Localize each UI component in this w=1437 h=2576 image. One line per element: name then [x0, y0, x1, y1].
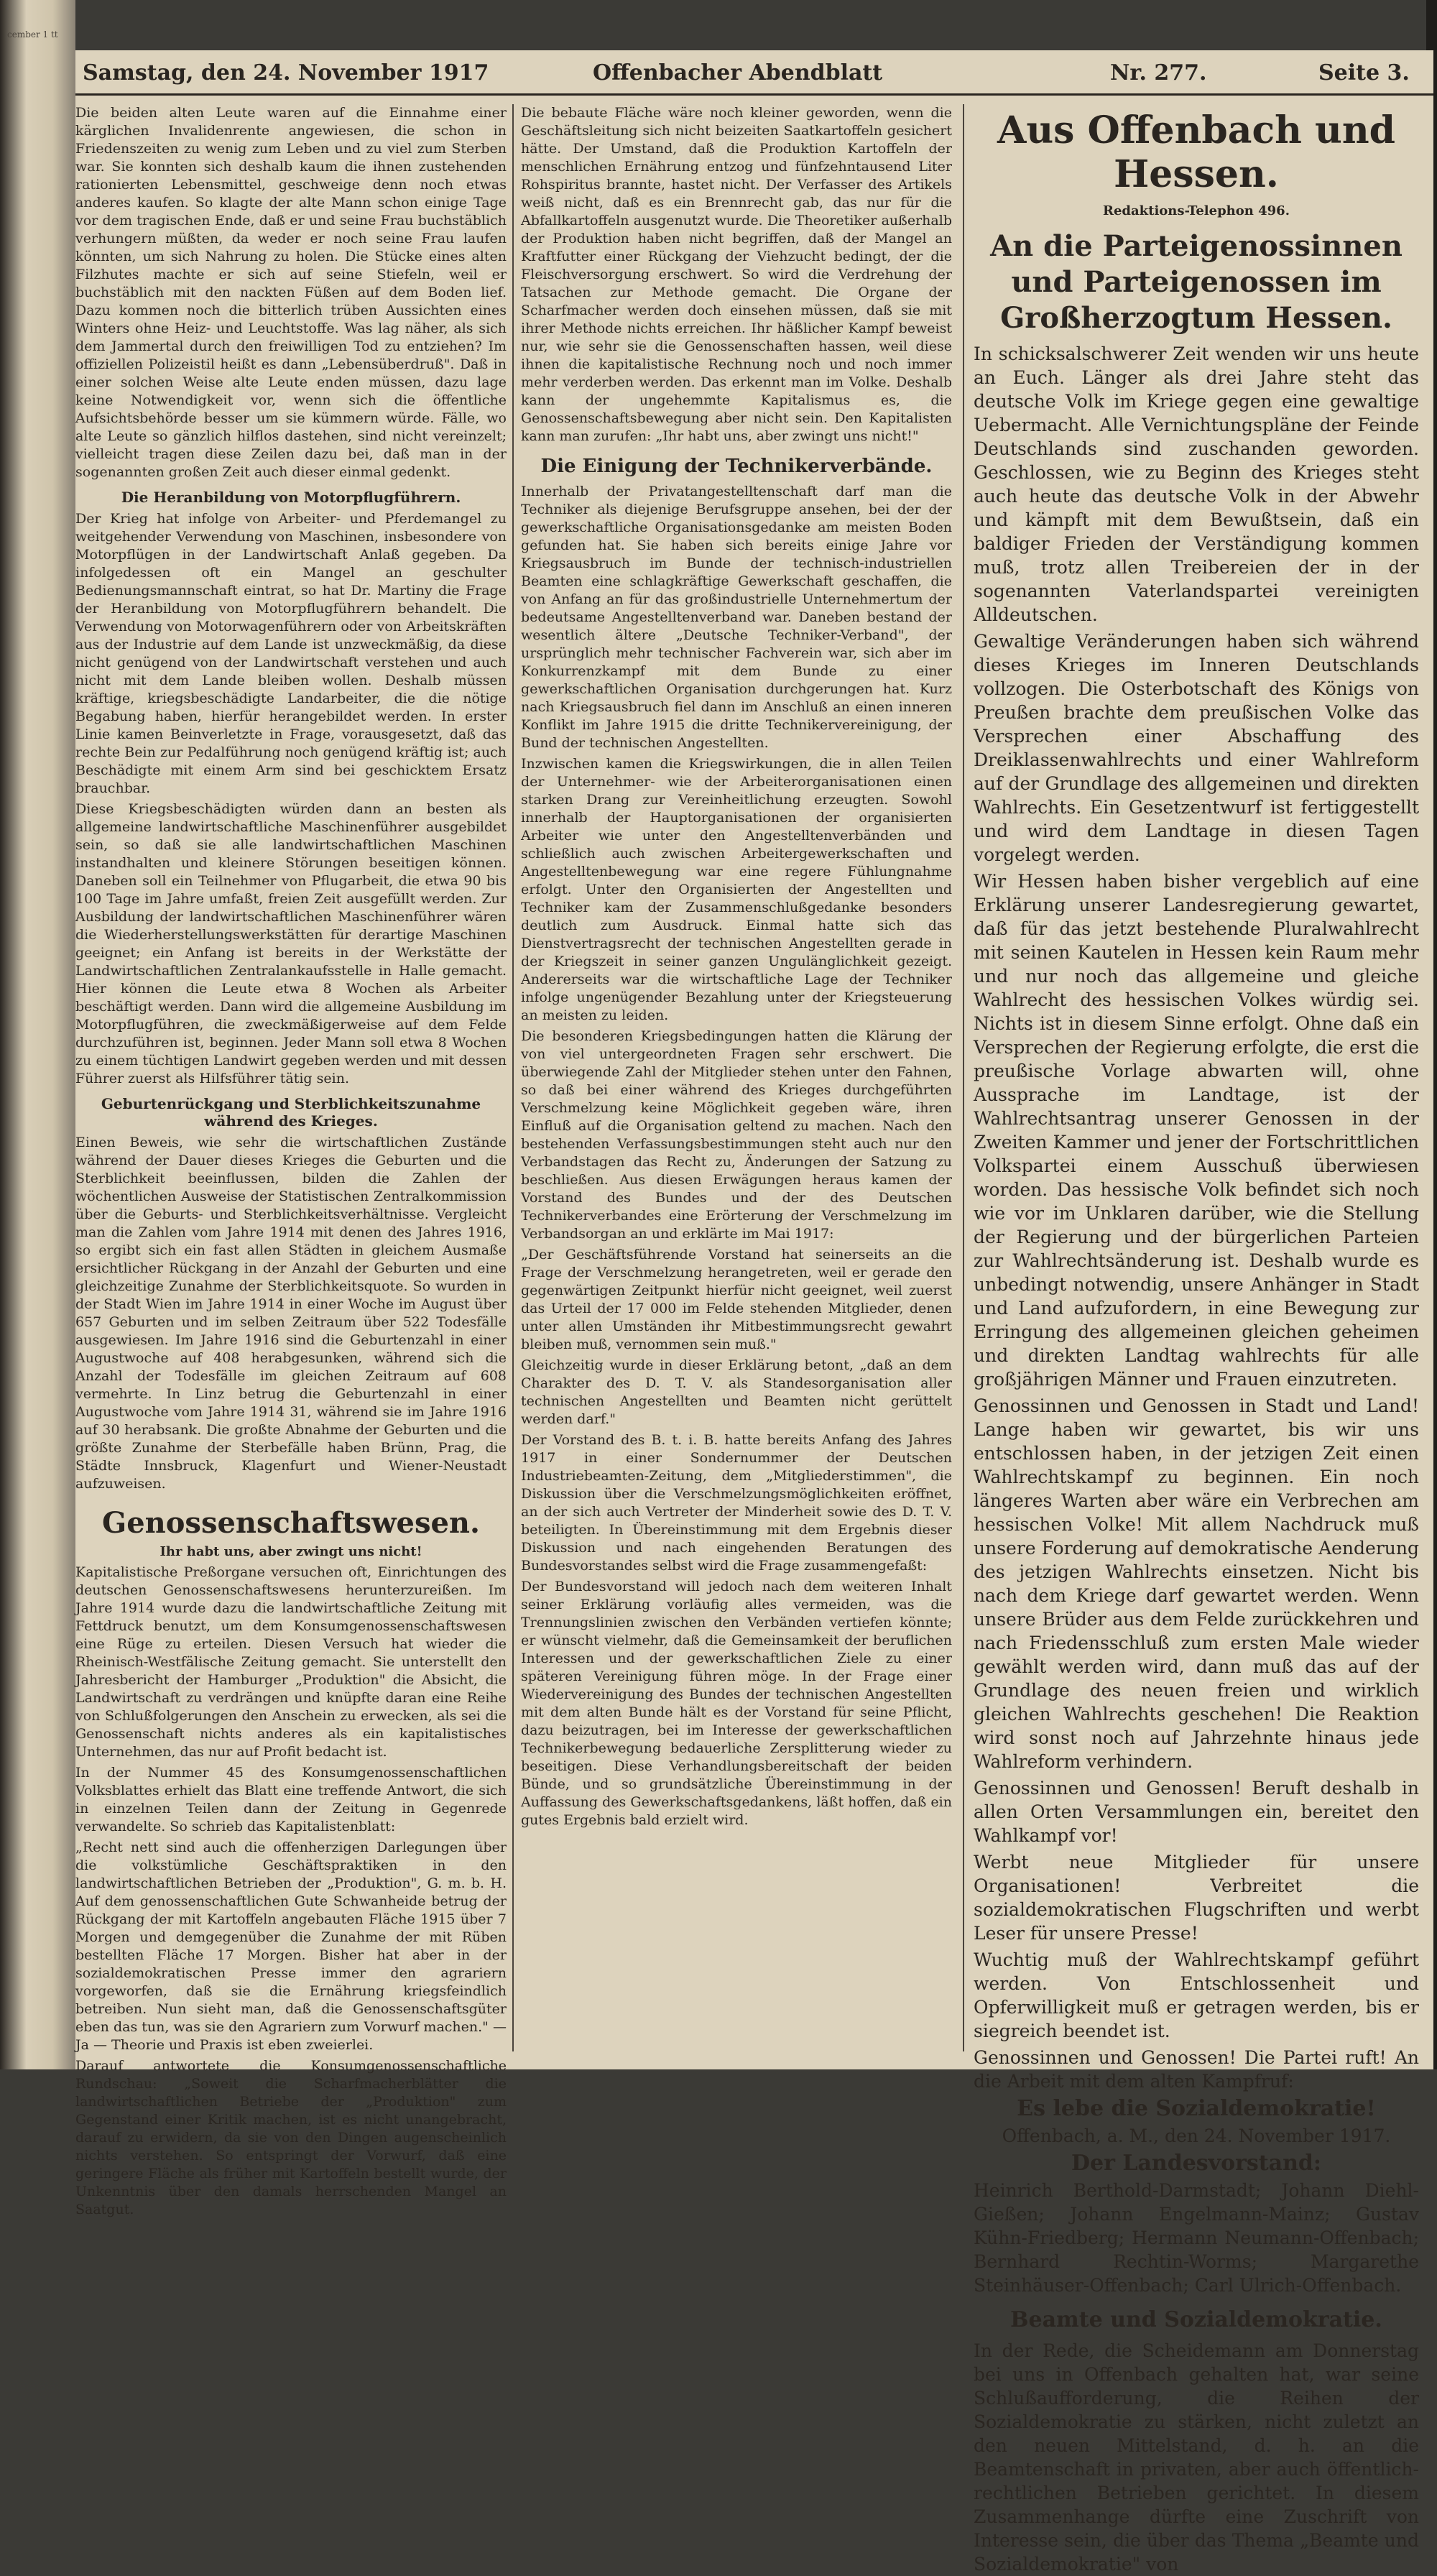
article-text: Genossinnen und Genossen in Stadt und Land! Lange haben wir gewartet, bis wir uns entschlossen haben, in der jetzigen Zeit einen Wahlrechtskampf zu beginnen. Ein noch längeres Warten aber wäre ein Verbrechen am hessischen Volke! Mit allem Nachdruck muß unsere Forderung auf demokratische Aenderung des jetzigen Wahlrechts einsetzen. Nicht bis nach dem Kriege darf gewartet werden. Wenn unsere Brüder aus dem Felde zurückkehren und nach Friedensschluß zum ersten Male wieder gewählt werden wird, dann muß das auf der Grundlage des neuen freien und wirklich gleichen Wahlrechts geschehen! Die Reaktion wird sonst noch auf Jahrzehnte hinaus jede Wahlreform verhindern.	[974, 1395, 1419, 1772]
article-text: „Der Geschäftsführende Vorstand hat seinerseits an die Frage der Verschmelzung herangetreten, weil er gerade den gegenwärtigen Zeitpunkt hierfür nicht geeignet, weil zuerst das Urteil der 17 000 im Felde stehenden Mitglieder, denen unter allen Umständen ihr Mitbestimmungsrecht gewahrt bleiben muß, vernommen sein muß."	[521, 1247, 952, 1352]
article-text: Der Vorstand des B. t. i. B. hatte bereits Anfang des Jahres 1917 in einer Sondernummer der Deutschen Industriebeamten-Zeitung, dem „Mitgliederstimmen", die Diskussion über die Verschmelzungsmöglichkeiten eröffnet, an der sich auch Vertreter der Minderheit sowie des D. T. V. beteiligten. In Übereinstimmung mit dem Ergebnis dieser Diskussion und nach eingehenden Beratungen des Bundesvorstandes selbst wird die Frage zusammengefaßt:	[521, 1432, 952, 1574]
column-rule	[512, 104, 514, 2051]
article-text: Die beiden alten Leute waren auf die Einnahme einer kärglichen Invalidenrente angewiesen, die schon in Friedenszeiten zu wenig zum Leben und zu viel zum Sterben war. Sie konnten sich deshalb kaum die ihnen zustehenden rationierten Lebensmittel, geschweige denn noch etwas anderes kaufen. So klagte der alte Mann schon einige Tage vor dem tragischen Ende, daß er und seine Frau buchstäblich verhungern müßten, da weder er noch seine Frau laufen könnten, um sich Nahrung zu holen. Die Stücke eines alten Filzhutes machte er sich auf seine Stiefeln, weil er buchstäblich mit den nackten Füßen auf dem Boden lief. Dazu kommen noch die bitterlich trüben Aussichten eines Winters ohne Heiz- und Leuchtstoffe. Was lag näher, als sich dem Jammertal durch den freiwilligen Tod zu entziehen? Im offiziellen Polizeistil heißt es dann „Lebensüberdruß". Daß in einer solchen Weise alte Leute enden müssen, dazu lage keine Notwendigkeit vor, wenn sich die öffentliche Aufsichtsbehörde besser um sie kümmern würde. Fälle, wo alte Leute so gänzlich hilflos dastehen, sind nicht vereinzelt; vielleicht tragen diese Zeilen dazu bei, daß man in der sogenannten großen Zeit auch dieser einmal gedenkt.	[75, 105, 507, 480]
article-text: Innerhalb der Privatangestelltenschaft darf man die Techniker als diejenige Berufsgruppe ansehen, bei der der gewerkschaftliche Organisationsgedanke am meisten Boden gefunden hat. Sie haben sich bereits einige Jahre vor Kriegsausbruch im Bunde der technisch-industriellen Beamten eine schlagkräftige Gewerkschaft geschaffen, die von Anfang an für das großindustrielle Unternehmertum der bedeutsame Angestelltenverband war. Daneben bestand der wesentlich ältere „Deutsche Techniker-Verband", der ursprünglich mehr technischer Fachverein war, sich aber im Konkurrenzkampf mit dem Bunde zu einer gewerkschaftlichen Organisation durchgerungen hat. Kurz nach Kriegsausbruch fiel dann im Anschluß an einen inneren Konflikt im Jahre 1915 die dritte Technikervereinigung, der Bund der technischen Angestellten.	[521, 484, 952, 751]
article-text: Diese Kriegsbeschädigten würden dann an besten als allgemeine landwirtschaftliche Maschinenführer ausgebildet sein, so daß sie alle landwirtschaftlichen Maschinen instandhalten und kleinere Störungen beseitigen können. Daneben soll ein Teilnehmer von Pflugarbeit, die etwa 90 bis 100 Tage im Jahre umfaßt, freien Zeit ausgefüllt werden. Zur Ausbildung der landwirtschaftlichen Maschinenführer wären die Wiederherstellungswerkstätten für derartige Maschinen geeignet; ein Anfang ist bereits in der Werkstätte der Landwirtschaftlichen Zentralankaufsstelle in Halle gemacht. Hier können die Leute etwa 8 Wochen als Arbeiter beschäftigt werden. Dann wird die allgemeine Ausbildung im Motorpflugführen, die zweckmäßigerweise auf dem Felde durchzuführen ist, beginnen. Jeder Mann soll etwa 8 Wochen zu einem tüchtigen Landwirt gegeben werden und mit dessen Führer zuerst als Hilfsführer tätig sein.	[75, 801, 507, 1086]
article-text: Kapitalistische Preßorgane versuchen oft, Einrichtungen des deutschen Genossenschaftswesens herunterzureißen. Im Jahre 1914 wurde dazu die landwirtschaftliche Zeitung mit Fettdruck benutzt, um dem Konsumgenossenschaftswesen eine Rüge zu erteilen. Diesen Versuch hat wieder die Rheinisch-Westfälische Zeitung gemacht. Sie unterstellt den Jahresbericht der Hamburger „Produktion" die Absicht, die Landwirtschaft zu verdrängen und knüpfte daran eine Reihe von Schlußfolgerungen den Anschein zu erwecken, als sei die Genossenschaft nichts anderes als ein kapitalistisches Unternehmen, das nur auf Profit bedacht ist.	[75, 1564, 507, 1760]
header-newspaper: Offenbacher Abendblatt	[593, 60, 883, 86]
article-heading: Beamte und Sozialdemokratie.	[1010, 2307, 1382, 2332]
article-heading: Die Einigung der Technikerverbände.	[540, 456, 933, 477]
header-page: Seite 3.	[1318, 60, 1410, 86]
article-text: In der Nummer 45 des Konsumgenossenschaftlichen Volksblattes erhielt das Blatt eine treffende Antwort, die sich in einzelnen Teilen dann der Zeitung in Gegenrede verwandelte. So schrieb das Kapitalistenblatt:	[75, 1765, 507, 1834]
article-text: Wir Hessen haben bisher vergeblich auf eine Erklärung unserer Landesregierung gewartet, daß für das jetzt bestehende Pluralwahlrecht mit seinen Kautelen in Hessen kein Raum mehr und nur noch das allgemeine und gleiche Wahlrecht des hessischen Volkes würdig sei. Nichts ist in diesem Sinne erfolgt. Ohne daß ein Versprechen der Regierung erfolgte, die erst die preußische Vorlage abwarten will, ohne Aussprache im Landtage, ist der Wahlrechtsantrag unserer Genossen in der Zweiten Kammer und jener der Fortschrittlichen Volkspartei einem Ausschuß überwiesen worden. Das hessische Volk befindet sich noch wie vor im Unklaren darüber, wie die Stellung der Regierung und der bürgerlichen Parteien zur Wahlrechtsänderung ist. Deshalb wurde es unbedingt notwendig, unsere Anhänger in Stadt und Land aufzufordern, in eine Bewegung zur Erringung des allgemeinen gleichen geheimen und direkten Landtag wahlrechts für alle großjährigen Männer und Frauen einzutreten.	[974, 871, 1419, 1390]
section-heading: Genossenschaftswesen.	[102, 1506, 480, 1540]
book-binding	[0, 0, 75, 2069]
article-text: Wuchtig muß der Wahlrechtskampf geführt werden. Von Entschlossenheit und Opferwilligkeit muß er getragen werden, bis er siegreich beendet ist.	[974, 1949, 1419, 2041]
adjacent-page-fragment: cember 1 tt	[7, 29, 58, 40]
article-subheading: Ihr habt uns, aber zwingt uns nicht!	[160, 1544, 422, 1559]
article-text: Der Krieg hat infolge von Arbeiter- und Pferdemangel zu weitgehender Verwendung von Maschinen, insbesondere von Motorpflügen in der Landwirtschaft Anlaß gegeben. Da infolgedessen oft ein Mangel an geschulter Bedienungsmannschaft eintrat, so hat Dr. Martiny die Frage der Heranbildung von Motorpflugführern behandelt. Die Verwendung von Motorwagenführern oder von Arbeitskräften aus der Industrie auf dem Lande ist unzweckmäßig, da diese nicht genügend von der Landwirtschaft verstehen und auch nicht mit dem Lande bleiben wollen. Deshalb müssen kräftige, kriegsbeschädigte Landarbeiter, die die nötige Begabung haben, hierfür herangebildet werden. In erster Linie kamen Beinverletzte in Frage, vorausgesetzt, daß das rechte Bein zur Pedalführung noch genügend kräftig ist; auch Beschädigte mit einem Arm sind bei geschicktem Ersatz brauchbar.	[75, 511, 507, 796]
article-text: Genossinnen und Genossen! Die Partei ruft! An die Arbeit mit dem alten Kampfruf:	[974, 2047, 1419, 2092]
article-text: Der Bundesvorstand will jedoch nach dem weiteren Inhalt seiner Erklärung vorläufig alles vermeiden, was die Trennungslinien zwischen den Verbänden vertiefen könnte; er wünscht vielmehr, daß die Gemeinsamkeit der beruflichen Interessen und der gewerkschaftlichen Ziele zu einer späteren Vereinigung führen möge. In der Frage einer Wiedervereinigung des Bundes der technischen Angestellten mit dem alten Bunde hält es der Vorstand für seine Pflicht, dazu beizutragen, bei im Interesse der gewerkschaftlichen Technikerbewegung bedauerliche Zersplitterung wieder zu beseitigen. Diese Verhandlungsbereitschaft der beiden Bünde, und so grundsätzliche Übereinstimmung in der Auffassung des Gewerkschaftsgedankens, läßt hoffen, daß ein gutes Ergebnis bald erzielt wird.	[521, 1579, 952, 1828]
article-heading: Die Heranbildung von Motorpflugführern.	[121, 489, 461, 506]
article-text: In schicksalschwerer Zeit wenden wir uns heute an Euch. Länger als drei Jahre steht das deutsche Volk im Kriege gegen eine gewaltige Uebermacht. Alle Vernichtungspläne der Feinde Deutschlands sind zuschanden geworden. Geschlossen, wie zu Beginn des Krieges steht auch heute das deutsche Volk in der Abwehr und kämpft mit dem Bewußtsein, daß ein baldiger Frieden der Verständigung kommen muß, trotz allen Treibereien der in der sogenannten Vaterlandspartei vereinigten Alldeutschen.	[974, 343, 1419, 625]
article-text: Darauf antwortete die Konsumgenossenschaftliche Rundschau: „Soweit die Scharfmacherblätter die landwirtschaftlichen Betriebe der „Produktion" zum Gegenstand einer Kritik machen, ist es nicht unangebracht, darauf zu erwidern, da sie von den Dingen augenscheinlich nichts verstehen. So entspringt der Vorwurf, daß eine geringere Fläche als früher mit Kartoffeln bestellt wurde, der Unkenntnis über den damals herrschenden Mangel an Saatgut.	[75, 2058, 507, 2217]
appeal-heading: An die Parteigenossinnen und Parteigenossen im Großherzogtum Hessen.	[990, 229, 1403, 335]
article-text: Die besonderen Kriegsbedingungen hatten die Klärung der von viel untergeordneten Fragen sehr erschwert. Die überwiegende Zahl der Mitglieder stehen unter den Fahnen, so daß bei einer während des Krieges durchgeführten Verschmelzung keine Möglichkeit gegeben wäre, ihren Einfluß auf die Organisation geltend zu machen. Nach den bestehenden Verfassungsbestimmungen steht auch nur den Verbandstagen das Recht zu, Änderungen der Satzung zu beschließen. Aus diesen Erwägungen heraus kamen der Vorstand des Bundes und der des Deutschen Technikerverbandes eine Erörterung der Verschmelzung im Verbandsorgan an und erklärte im Mai 1917:	[521, 1028, 952, 1242]
article-text: Genossinnen und Genossen! Beruft deshalb in allen Orten Versammlungen ein, bereitet den Wahlkampf vor!	[974, 1778, 1419, 1846]
column-3	[974, 104, 1419, 2575]
article-heading: Geburtenrückgang und Sterblichkeitszunahme während des Krieges.	[101, 1095, 481, 1130]
slogan: Es lebe die Sozialdemokratie!	[1017, 2096, 1376, 2121]
article-text: Inzwischen kamen die Kriegswirkungen, die in allen Teilen der Unternehmer- wie der Arbeiterorganisationen einen starken Drang zur Vereinheitlichung erzeugten. Sowohl innerhalb der Hauptorganisationen der organisierten Arbeiter wie unter den Angestelltenverbänden und schließlich auch zwischen Arbeitergewerkschaften und Angestelltenbewegung war eine regere Fühlungnahme erfolgt. Unter den Organisierten der Angestellten und Techniker kam der Zusammenschlußgedanke besonders deutlich zum Ausdruck. Einmal hatte sich das Dienstvertragsrecht der technischen Angestellten gerade in der Kriegszeit in seiner ganzen Ungulänglichkeit gezeigt. Andererseits war die wirtschaftliche Lage der Techniker infolge ungenügender Bezahlung unter der Kriegsteuerung an meisten zu leiden.	[521, 756, 952, 1023]
article-text: In der Rede, die Scheidemann am Donnerstag bei uns in Offenbach gehalten hat, war seine Schlußaufforderung, die Reihen der Sozialdemokratie zu stärken, nicht zuletzt an den neuen Mittelstand, d. h. an die Beamtenschaft in privaten, aber auch öffentlich-rechtlichen Betrieben gerichtet. In diesem Zusammenhange dürfte eine Zuschrift von Interesse sein, die über das Thema „Beamte und Sozialdemokratie" von	[974, 2340, 1419, 2575]
board-title: Der Landesvorstand:	[1071, 2151, 1321, 2176]
column-rule	[963, 104, 964, 2051]
place-date: Offenbach, a. M., den 24. November 1917.	[1002, 2125, 1391, 2146]
column-1	[75, 104, 507, 2217]
article-text: Gewaltige Veränderungen haben sich während dieses Krieges im Inneren Deutschlands vollzogen. Die Osterbotschaft des Königs von Preußen brachte dem preußischen Volke das Versprechen einer Abschaffung des Dreiklassenwahlrechts und einer Wahlreform auf der Grundlage des allgemeinen und direkten Wahlrechts. Ein Gesetzentwurf ist fertiggestellt und wird dem Landtage in diesen Tagen vorgelegt werden.	[974, 631, 1419, 865]
header-date: Samstag, den 24. November 1917	[83, 60, 489, 86]
board-names: Heinrich Berthold-Darmstadt; Johann Diehl-Gießen; Johann Engelmann-Mainz; Gustav Kühn-Friedberg; Hermann Neumann-Offenbach; Bernhard Rechtin-Worms; Margarethe Steinhäuser-Offenbach; Carl Ulrich-Offenbach.	[974, 2180, 1419, 2296]
page-header	[75, 50, 1433, 96]
region-heading: Aus Offenbach und Hessen.	[997, 109, 1395, 196]
newspaper-page	[75, 50, 1433, 2575]
article-text: Einen Beweis, wie sehr die wirtschaftlichen Zustände während der Dauer dieses Krieges die Geburten und die Sterblichkeit beeinflussen, bilden die Zahlen der wöchentlichen Ausweise der Statistischen Zentralkommission über die Geburts- und Sterblichkeitsverhältnisse. Vergleicht man die Zahlen vom Jahre 1914 mit denen des Jahres 1916, so ergibt sich ein fast allen Städten in gleichem Ausmaße ersichtlicher Rückgang in der Anzahl der Geburten und eine gleichzeitige Zunahme der Sterblichkeitsquote. So wurden in der Stadt Wien im Jahre 1914 in einer Woche im August über 657 Geburten und im selben Zeitraum über 522 Todesfälle ausgewiesen. Im Jahre 1916 sind die Geburtenzahl in einer Augustwoche auf 408 herabgesunken, während sich die Anzahl der Todesfälle im gleichen Zeitraum auf 608 vermehrte. In Linz betrug die Geburtenzahl in einer Augustwoche vom Jahre 1914 31, während sie im Jahre 1916 auf 30 herabsank. Die großte Abnahme der Geburten und die größte Zunahme der Sterbefälle haben Brünn, Prag, die Städte Innsbruck, Klagenfurt und Wiener-Neustadt aufzuweisen.	[75, 1135, 507, 1492]
article-text: Gleichzeitig wurde in dieser Erklärung betont, „daß an dem Charakter des D. T. V. als Standesorganisation aller technischen Angestellten und Beamten nicht gerüttelt werden darf."	[521, 1357, 952, 1427]
article-text: „Recht nett sind auch die offenherzigen Darlegungen über die volkstümliche Geschäftspraktiken in den landwirtschaftlichen Betrieben der „Produktion", G. m. b. H. Auf dem genossenschaftlichen Gute Schwanheide betrug der Rückgang der mit Kartoffeln angebauten Fläche 1915 über 7 Morgen und demgegenüber die Zunahme der mit Rüben bestellten Fläche 17 Morgen. Bisher hat aber in der sozialdemokratischen Presse immer den agrariern vorgeworfen, daß sie die Ernährung kriegsfeindlich betreiben. Nun sieht man, daß die Genossenschaftsgüter eben das tun, was sie den Agrariern zum Vorwurf machen." — Ja — Theorie und Praxis ist eben zweierlei.	[75, 1839, 507, 2053]
article-text: Werbt neue Mitglieder für unsere Organisationen! Verbreitet die sozialdemokratischen Flugschriften und werbt Leser für unsere Presse!	[974, 1852, 1419, 1944]
column-2	[521, 104, 952, 2051]
redaktion-phone: Redaktions-Telephon 496.	[1103, 203, 1290, 218]
article-text: Die bebaute Fläche wäre noch kleiner geworden, wenn die Geschäftsleitung sich nicht beizeiten Saatkartoffeln gesichert hätte. Der Umstand, daß die Produktion Kartoffeln der menschlichen Ernährung entzog und fünfzehntausend Liter Rohspiritus brannte, hastet nicht. Der Verfasser des Artikels weiß nicht, daß es ein Brennrecht gab, das nur für die Abfallkartoffeln ausgenutzt wurde. Die Theoretiker außerhalb der Produktion haben nicht begriffen, daß der Mangel an Kraftfutter einer Rückgang der Viehzucht bedingt, der die Fleischversorgung erschwert. So wird die Verdrehung der Tatsachen zur Methode gemacht. Die Organe der Scharfmacher werden doch einsehen müssen, daß sie mit ihrer Methode nichts erreichen. Ihr häßlicher Kampf beweist nur, wie sehr sie die Genossenschaften hassen, weil diese ihnen die kapitalistische Rechnung noch und noch immer mehr verderben werden. Das erkennt man im Volke. Deshalb kann der ungehemmte Kapitalismus es, die Genossenschaftsbewegung aber nicht sein. Den Kapitalisten kann man zurufen: „Ihr habt uns, aber zwingt uns nicht!"	[521, 105, 952, 444]
header-number: Nr. 277.	[1110, 60, 1207, 86]
